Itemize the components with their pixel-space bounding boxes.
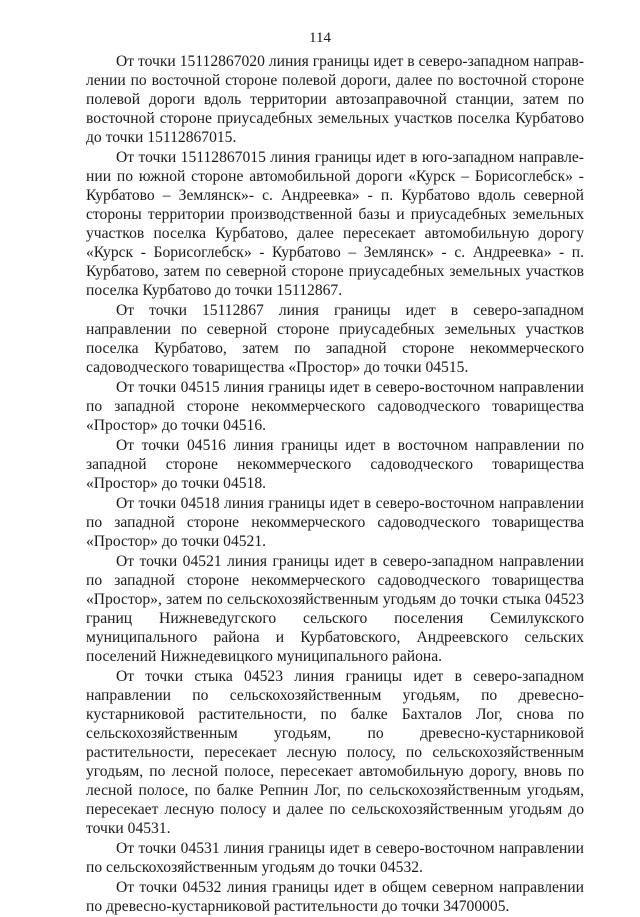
paragraph: От точки 15112867 линия границы идет в северо-западном направлении по северной стороне приусадебных земельных участков поселка Курбатово, затем по западной стороне некоммерческого садоводческого товарищества «Простор» до точки 04515. [86, 302, 584, 376]
paragraph: От точки 04532 линия границы идет в общем северном направлении по древесно-кустарниковой растительности до точки 34700005. [86, 879, 584, 915]
paragraph: От точки 04516 линия границы идет в восточном направлении по западной стороне некоммерческого садоводческого товарищества «Простор» до точки 04518. [86, 437, 584, 492]
paragraph: От точки 15112867020 линия границы идет в северо-западном направлении по восточной стороне полевой дороги, далее по восточной стороне полевой дороги вдоль территории автозаправочной станции, затем по восточной стороне приусадебных земельных участков поселка Курбатово до точки 15112867015. [86, 53, 584, 146]
paragraph: От точки стыка 04523 линия границы идет в северо-западном направлении по сельскохозяйственным угодьям, по древесно-кустарниковой растительности, по балке Бахталов Лог, снова по сельскохозяйственным угодьям, по древесно-кустарниковой растительности, пересекает лесную полосу, по сельскохозяйственным угодьям, по лесной полосе, пересекает автомобильную дорогу, вновь по лесной полосе, по балке Репнин Лог, по сельскохозяйственным угодьям, пересекает лесную полосу и далее по сельскохозяйственным угодьям до точки 04531. [86, 668, 584, 837]
document-body [86, 52, 584, 917]
paragraph: От точки 04531 линия границы идет в северо-восточном направлении по сельскохозяйственным угодьям до точки 04532. [86, 840, 584, 876]
paragraph: От точки 04515 линия границы идет в северо-восточном направлении по западной стороне некоммерческого садоводческого товарищества «Простор» до точки 04516. [86, 379, 584, 434]
paragraph: От точки 15112867015 линия границы идет в юго-западном направлении по южной стороне автомобильной дороги «Курск – Борисоглебск» - Курбатово – Землянск»- с. Андреевка» - п. Курбатово вдоль северной стороны территории производственной базы и приусадебных земельных участков поселка Курбатово, далее пересекает автомобильную дорогу «Курск - Борисоглебск» - Курбатово – Землянск» - с. Андреевка» - п. Курбатово, затем по северной стороне приусадебных земельных участков поселка Курбатово до точки 15112867. [86, 149, 584, 299]
page-number: 114 [309, 30, 331, 46]
paragraph: От точки 04518 линия границы идет в северо-восточном направлении по западной стороне некоммерческого садоводческого товарищества «Простор» до точки 04521. [86, 495, 584, 550]
paragraph: От точки 04521 линия границы идет в северо-западном направлении по западной стороне некоммерческого садоводческого товарищества «Простор», затем по сельскохозяйственным угодьям до точки стыка 04523 границ Нижневедугского сельского поселения Семилукского муниципального района и Курбатовского, Андреевского сельских поселений Нижнедевицкого муниципального района. [86, 553, 584, 665]
